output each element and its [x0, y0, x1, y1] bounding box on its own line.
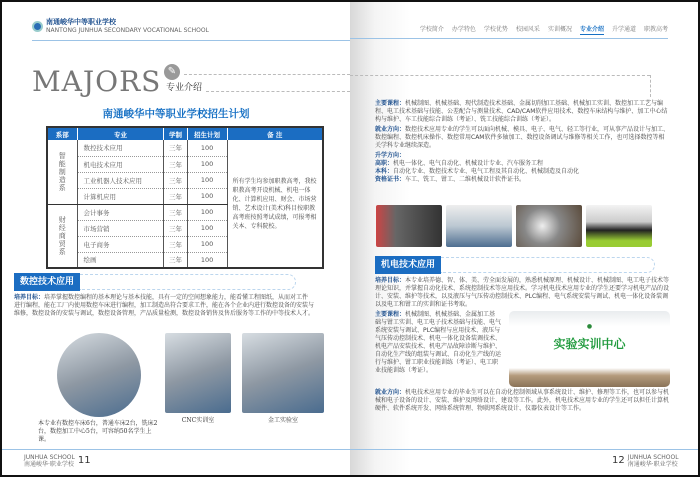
nav-item[interactable]: 学校简介 — [419, 26, 444, 33]
section-header-cnc — [14, 273, 296, 291]
text: 数控技术应用专业的学生可以面向机械、模具、电子、电气、轻工等行业，可从事产品设计与加工、数控编程、数控机床操作、数控常用CAM软件多轴加工、数控设备调试与维修等相关工作，也可选择数控等相关学科专业继续深造。 — [375, 126, 670, 149]
job-paragraph — [375, 126, 670, 150]
note-cell: 所有学生均参加职教高考，我校职教高考开设机械、机电一体化、计算机应用、财会、市场营销、艺术设计(美术)科目按职教高考班按照考试成绩，可报考相关本、专科院校。 — [227, 140, 323, 268]
duration-cell: 三年 — [164, 188, 187, 204]
metalwork-lab-photo — [242, 333, 324, 413]
major-cell: 数控技术应用 — [77, 140, 164, 156]
footer — [24, 454, 91, 468]
section-subtitle: 专业介绍 — [166, 83, 203, 93]
dept-cell: 财经商贸系 — [47, 204, 77, 268]
footer-line — [2, 449, 350, 450]
top-nav — [420, 26, 668, 35]
major-cell: 计算机应用 — [77, 188, 164, 204]
text: 机电一体化、电气自动化、机械设计专业、汽车服务工程 — [393, 160, 544, 167]
machine-operation-photo — [376, 205, 442, 247]
quota-cell: 100 — [187, 140, 227, 156]
major-cell: 工业机器人技术应用 — [77, 172, 164, 188]
page-number: 12 — [612, 455, 625, 466]
duration-cell: 三年 — [164, 204, 187, 220]
label: 升学方向： — [375, 152, 406, 159]
quota-cell: 100 — [187, 220, 227, 236]
text: 机械制图、机械基础、金属加工基础与钳工实训、电工电子技术基础与技能、电气系统安装与调试、PLC编程与应用技术、液压与气压传动控制技术、机电一体化设备装调技术、机电产品安装技术、机电产品故障诊断与维护、自动化生产线的组装与调试、自动化生产线的运行与维护、钳工职业技能训练（考证）、电工职业技能训练（考证）。 — [375, 311, 502, 374]
duration-cell: 三年 — [164, 252, 187, 268]
enrollment-table — [46, 126, 324, 269]
logo-sub: NANTONG JUNHUA SECONDARY VOCATIONAL SCHOOL — [46, 27, 209, 34]
lathe-lab-photo — [446, 205, 512, 247]
footer-line — [350, 449, 698, 450]
footer-text: JUNHUA SCHOOL — [627, 454, 679, 461]
right-page — [350, 2, 698, 475]
majors-heading: MAJORS — [32, 65, 162, 98]
cnc-lab-caption: CNC实训室 — [181, 417, 215, 424]
header-line — [32, 40, 350, 41]
pencil-icon: ✎ — [164, 64, 180, 80]
divider — [650, 75, 651, 97]
quota-cell: 100 — [187, 188, 227, 204]
divider — [184, 74, 350, 75]
photo-caption: 本专业有数控车床6台，普通车床2台，铣床2台，数控加工中心5台，可容纳50名学生上课。 — [38, 420, 158, 443]
footer-text: 南通峻华·职业学校 — [627, 461, 678, 468]
text: 机电技术应用专业的毕业生可以在自动化控制领域从事系统设计、维护、修理等工作，也可以参与机械和电子设备的设计、安装、维护及网络设计、建设等工作。此外，机电技术应用专业的学生还可以担任计算机硬件、软件系统开发、网络系统管理、物联网系统设计、仪器仪表设计等工作。 — [375, 389, 670, 412]
major-cell: 市场营销 — [77, 220, 164, 236]
plan-title: 南通峻华中等职业学校招生计划 — [102, 108, 250, 120]
label: 本科： — [375, 168, 394, 175]
text: 本专业培养德、智、体、美、劳全面发展的，熟悉机械原理、机械设计、机械制图、电工电子技术等理论知识，并掌握自动化技术、系统控制技术等应用技术。学习机电技术应用专业的学生还要学习机电产品的设计、安装、维护等技术，以及液压与气压传动控制技术、PLC编程、电气系统安装与调试、机电一体化设备装调以及电工和钳工的实训和证书考取。 — [375, 277, 670, 308]
duration-cell: 三年 — [164, 220, 187, 236]
text: 培养掌握数控编程的基本理论与基本技能，具有一定的空间想象能力，能看懂工程图纸，从而对工件进行编程，能在工厂内使用数控车床进行编程，加工制造出符合要求工件，能在各个企业内进行数控设备的安装与维修，数控设备的安装与调试，数控设备管理，产品质量检测，数控设备销售及售后服务等工作的中等技术人才。 — [14, 294, 315, 317]
major-cell: 机电技术应用 — [77, 156, 164, 172]
major-cell: 电子商务 — [77, 236, 164, 252]
section-title: 机电技术应用 — [375, 256, 441, 274]
training-center-photo — [509, 311, 670, 387]
label: 培养目标： — [14, 294, 45, 301]
label: 主要课程： — [375, 311, 406, 318]
header-line — [350, 38, 668, 39]
footer-text: JUNHUA SCHOOL — [24, 454, 75, 461]
further-study — [375, 152, 670, 184]
section-title: 数控技术应用 — [14, 273, 80, 291]
school-sign-logo: ● — [586, 323, 593, 330]
label: 主要课程： — [375, 100, 406, 107]
nav-item[interactable]: 校园风采 — [515, 26, 540, 33]
duration-cell: 三年 — [164, 236, 187, 252]
courses-paragraph — [375, 100, 670, 124]
table-row — [47, 140, 323, 156]
divider — [206, 91, 350, 92]
goal-paragraph — [14, 294, 314, 318]
col-header: 招生计划 — [187, 127, 227, 140]
nav-item-active[interactable]: 专业介绍 — [579, 26, 604, 33]
text: 自动化专业、数控技术专业、电气工程及其自动化、机械制造及自动化 — [393, 168, 580, 175]
courses-paragraph-2 — [375, 311, 501, 375]
left-page — [2, 2, 350, 475]
major-cell: 会计事务 — [77, 204, 164, 220]
machined-part-photo — [516, 205, 582, 247]
nav-item[interactable]: 职教高考 — [643, 26, 668, 33]
workshop-collage-photo — [57, 333, 141, 417]
dept-cell: 智能制造系 — [47, 140, 77, 204]
major-cell: 绘画 — [77, 252, 164, 268]
label: 就业方向： — [375, 389, 406, 396]
quota-cell: 100 — [187, 252, 227, 268]
footer — [612, 454, 679, 468]
nav-item[interactable]: 办学特色 — [451, 26, 476, 33]
school-emblem-icon — [32, 21, 43, 32]
text: 车工、铣工、钳工、二维机械设计软件证书。 — [405, 176, 526, 183]
col-header: 学制 — [164, 127, 187, 140]
metalwork-lab-caption: 金工实验室 — [267, 417, 298, 424]
courses-and-photo — [375, 311, 670, 387]
col-header: 备 注 — [227, 127, 323, 140]
mechatronics-details — [375, 277, 670, 413]
job-paragraph-2 — [375, 389, 670, 413]
divider — [350, 75, 650, 76]
label: 就业方向： — [375, 126, 406, 133]
table-header — [47, 127, 323, 140]
nav-item[interactable]: 升学通道 — [611, 26, 636, 33]
col-header: 专业 — [77, 127, 164, 140]
section-header-mechatronics — [375, 256, 655, 274]
cnc-details — [375, 100, 670, 184]
quota-cell: 100 — [187, 156, 227, 172]
goal-paragraph — [375, 277, 670, 309]
training-center-sign: 实验实训中心 — [553, 337, 626, 351]
duration-cell: 三年 — [164, 140, 187, 156]
label: 培养目标： — [375, 277, 406, 284]
label: 高职： — [375, 160, 394, 167]
duration-cell: 三年 — [164, 156, 187, 172]
nav-item[interactable]: 实训概况 — [547, 26, 572, 33]
computer-lab-photo — [586, 205, 652, 247]
nav-item[interactable]: 学校优势 — [483, 26, 508, 33]
page-number: 11 — [77, 455, 91, 466]
col-header: 系部 — [47, 127, 77, 140]
text: 机械制图、机械基础、现代制造技术基础、金属切削加工基础、机械加工实训、数控加工工艺与编程、电工技术基础与技能、公差配合与测量技术、CAD/CAM软件应用技术、数控车床结构与维护、加工中心结构与维护、车工技能综合训练（考证）、铣工技能综合训练（考证）。 — [375, 100, 668, 123]
quota-cell: 100 — [187, 204, 227, 220]
cnc-lab-photo — [165, 333, 231, 413]
label: 资格证书： — [375, 176, 406, 183]
footer-text: 南通峻华·职业学校 — [24, 461, 74, 468]
duration-cell: 三年 — [164, 172, 187, 188]
quota-cell: 100 — [187, 236, 227, 252]
quota-cell: 100 — [187, 172, 227, 188]
logo-name: 南通峻华中等职业学校 — [46, 18, 116, 26]
school-logo — [32, 18, 209, 34]
